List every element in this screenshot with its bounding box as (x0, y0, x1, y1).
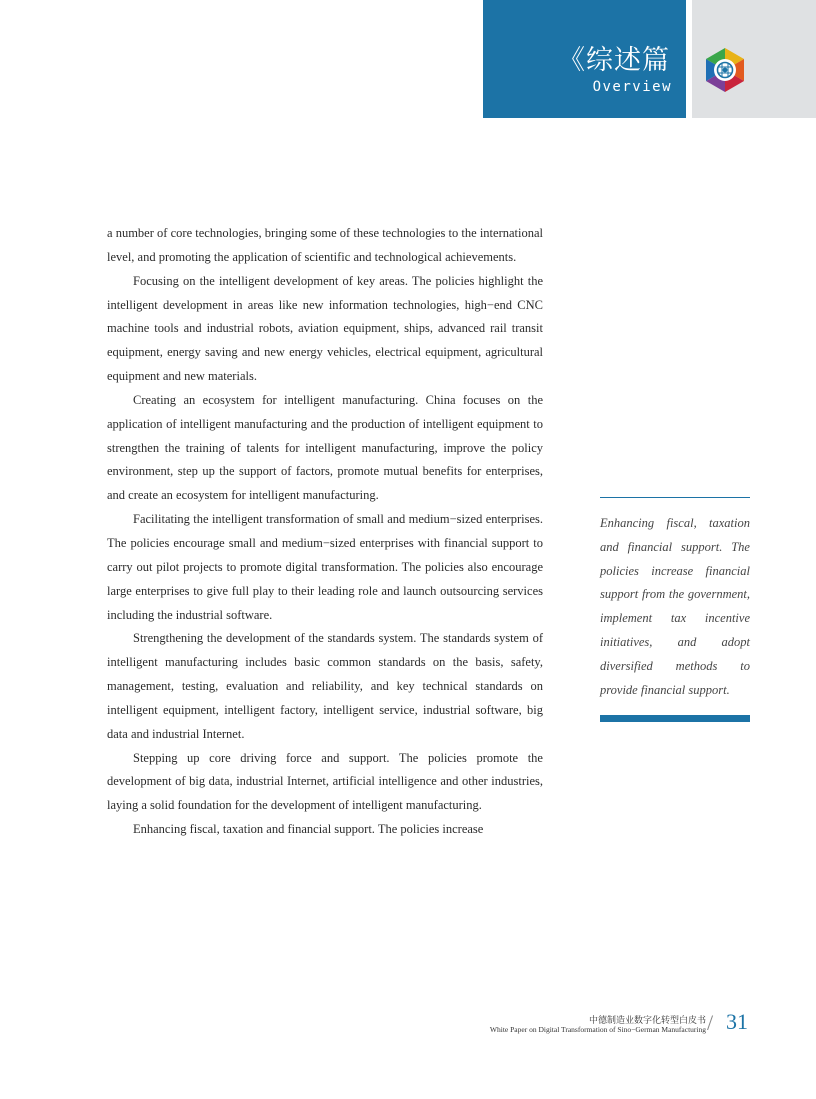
paragraph: Strengthening the development of the standards system. The standards system of intelligent manufacturing includes basic common standards on the basis, safety, management, testing, evaluation and reliability, and key technical standards on intelligent equipment, intelligent factory, intelligent service, industrial software, big data and industrial Internet. (107, 631, 543, 741)
footer-title-en: White Paper on Digital Transformation of Sino−German Manufacturing (489, 1025, 706, 1034)
footer-divider-slash: / (707, 1010, 714, 1035)
hexagon-logo-icon (701, 46, 749, 94)
section-subtitle: Overview (592, 79, 672, 95)
pull-quote-bottom-bar (600, 715, 750, 722)
section-header-banner (483, 0, 686, 118)
section-title: 《综述篇 (558, 45, 670, 76)
pull-quote-top-rule (600, 497, 750, 498)
paragraph: Creating an ecosystem for intelligent manufacturing. China focuses on the application of intelligent manufacturing and the production of intelligent equipment to strengthen the training of talents for intelligent manufacturing, improve the policy environment, step up the support of factors, promote mutual benefits for enterprises, and create an ecosystem for intelligent manufacturing. (107, 392, 543, 503)
paragraph: Stepping up core driving force and support. The policies promote the development of big data, industrial Internet, artificial intelligence and other industries, laying a solid foundation for the development of intelligent manufacturing. (107, 750, 543, 813)
paragraph: Facilitating the intelligent transformation of small and medium−sized enterprises. The policies encourage small and medium−sized enterprises with financial support to carry out pilot projects to promote digital transformation. The policies also encourage large enterprises to give full play to their leading role and launch outsourcing services including the industrial software. (107, 512, 543, 622)
page-number: 31 (726, 1009, 748, 1034)
paragraph: Enhancing fiscal, taxation and financial support. The policies increase (133, 822, 484, 837)
paragraph: a number of core technologies, bringing some of these technologies to the international level, and promoting the application of scientific and technological achievements. (107, 226, 543, 264)
pull-quote: Enhancing fiscal, taxation and financial support. The policies increase financial support from the government, implement tax incentive initiatives, and adopt diversified methods to provide financial support. (600, 516, 750, 697)
body-text (107, 222, 543, 842)
paragraph: Focusing on the intelligent development of key areas. The policies highlight the intelligent development in areas like new information technologies, high−end CNC machine tools and industrial robots, aviation equipment, ships, advanced rail transit equipment, energy saving and new energy vehicles, electrical equipment, agricultural equipment and new materials. (107, 273, 543, 384)
footer-title-cn: 中德制造业数字化转型白皮书 (588, 1016, 706, 1026)
